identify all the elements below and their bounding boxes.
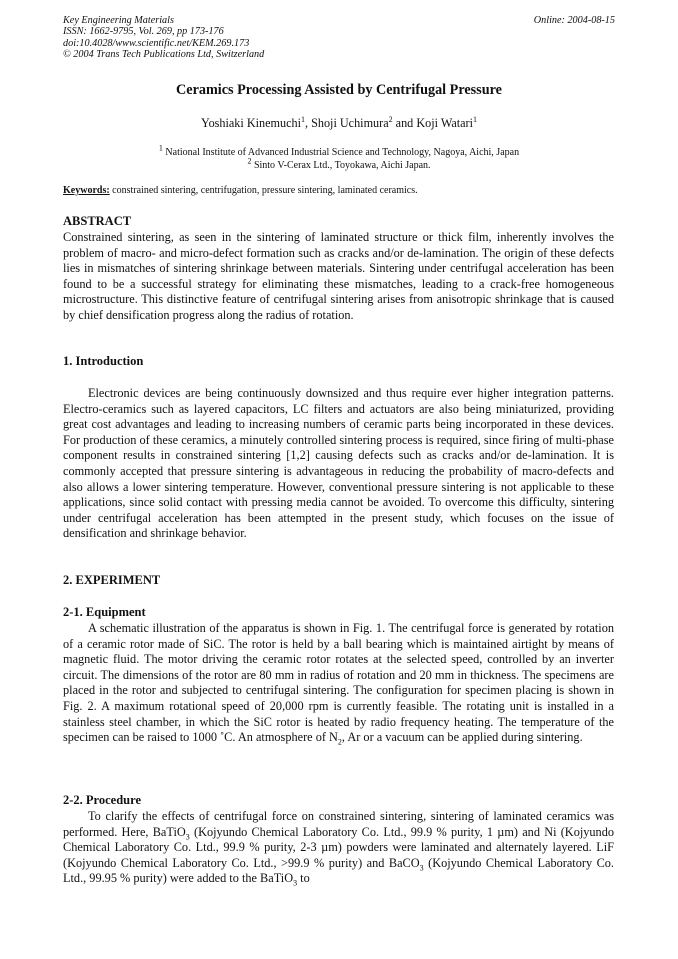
- author-separator: and: [392, 116, 417, 130]
- subscript: 3: [293, 878, 298, 888]
- keywords: [63, 185, 615, 196]
- subscript: 2: [337, 737, 342, 747]
- affiliation-2: [0, 156, 678, 173]
- subscript: 3: [185, 832, 190, 842]
- abstract-heading: ABSTRACT: [63, 214, 132, 228]
- affiliations: [0, 143, 678, 172]
- affil-mark: 1: [158, 143, 163, 153]
- equipment-text: [63, 621, 614, 746]
- affiliation-1: [0, 143, 678, 160]
- equipment-text-part: A schematic illustration of the apparatus is shown in Fig. 1. The centrifugal force is generated by rotation of a ceramic rotor made of SiC. The rotor is held by a ball bearing which is maintained airtight by means of magnetic fluid. The motor driving the ceramic rotor rotates at the selected speed, controlled by an inverter circuit. The dimensions of the rotor are 80 mm in radius of rotation and 20 mm in thickness. The specimens are placed in the rotor and subjected to centrifugal sintering. The configuration for specimen placing is shown in Fig. 2. A maximum rotational speed of 20,000 rpm is currently feasible. The rotating unit is installed in a stainless steel chamber, in which the SiC rotor is heated by radio frequency heating. The temperature of the specimen can be raised to 1000 ˚C. An atmosphere of N: [63, 621, 614, 745]
- journal-name: Key Engineering Materials: [63, 15, 174, 26]
- author-name: Koji Watari: [416, 116, 473, 130]
- author-list: [0, 116, 678, 131]
- procedure-text-part: (Kojyundo Chemical Laboratory Co. Ltd., 99.9 % purity, 1 µm) and Ni (Kojyundo Chemical Laboratory Co. Ltd., 99.9 % purity, 2-3 µm) powders were laminated and alternately layered. LiF (Kojyundo Chemical Laboratory Co. Ltd., >99.9 % purity) and BaCO: [63, 824, 614, 870]
- affil-mark: 2: [247, 156, 252, 166]
- procedure-text: [63, 809, 614, 887]
- abstract-text: Constrained sintering, as seen in the sintering of laminated structure or thick film, inherently involves the problem of macro- and micro-defect formation such as cracks and/or de-lamination. The origin of these defects lies in mismatches of sintering shrinkage between materials. Sintering under centrifugal acceleration has been found to be a successful strategy for eliminating these mismatches, leading to a crack-free homogeneous microstructure. This distinctive feature of centrifugal sintering arises from anisotropic shrinkage that is caused by chief densification progress along the radius of rotation.: [63, 230, 614, 322]
- intro-heading: 1. Introduction: [63, 354, 144, 368]
- subscript: 3: [419, 863, 424, 873]
- journal-header: [63, 15, 615, 60]
- author-affil-mark: 2: [388, 114, 393, 124]
- equipment-text-part: , Ar or a vacuum can be applied during sintering.: [341, 730, 583, 745]
- keywords-label: Keywords:: [63, 185, 110, 196]
- procedure-text-part: To clarify the effects of centrifugal force on constrained sintering, sintering of laminated ceramics was performed. Here, BaTiO: [63, 809, 614, 839]
- online-date: Online: 2004-08-15: [533, 15, 615, 26]
- author-affil-mark: 1: [473, 114, 477, 124]
- equipment-heading: 2-1. Equipment: [63, 605, 146, 619]
- affil-text: National Institute of Advanced Industrial Science and Technology, Nagoya, Aichi, Japan: [162, 147, 520, 158]
- intro-text: Electronic devices are being continuously downsized and thus require ever higher integration patterns. Electro-ceramics such as layered capacitors, LC filters and actuators are also being miniaturized, providing great cost advantages and leading to increasing numbers of ceramic parts being incorporated in these devices. For production of these ceramics, a minutely controlled sintering process is required, since firing of multi-phase component results in constrained sintering [1,2] causing defects such as cracks and/or de-lamination. It is commonly accepted that pressure sintering is advantageous in reducing the probability of macro-defects and also allows a lower sintering temperature. However, conventional pressure sintering is not applicable to these applications, since solid contact with pressing media cannot be avoided. To overcome this difficulty, sintering under centrifugal acceleration has been attempted in the present study, which focuses on the issue of densification and shrinkage behavior.: [63, 386, 614, 541]
- doi-line[interactable]: doi:10.4028/www.scientific.net/KEM.269.173: [63, 37, 250, 49]
- procedure-text-part: (Kojyundo Chemical Laboratory Co. Ltd., 99.95 % purity) were added to the BaTiO: [63, 855, 614, 886]
- procedure-text-part: to: [297, 871, 310, 886]
- author-separator: ,: [305, 116, 312, 130]
- author-name: Shoji Uchimura: [311, 116, 389, 130]
- experiment-heading: 2. EXPERIMENT: [63, 573, 161, 587]
- procedure-heading: 2-2. Procedure: [63, 793, 141, 807]
- author-name: Yoshiaki Kinemuchi: [201, 116, 301, 130]
- copyright-line: © 2004 Trans Tech Publications Ltd, Switzerland: [63, 48, 265, 60]
- paper-title: Ceramics Processing Assisted by Centrifugal Pressure: [176, 82, 502, 98]
- author-affil-mark: 1: [301, 114, 305, 124]
- keywords-text: constrained sintering, centrifugation, pressure sintering, laminated ceramics.: [109, 185, 418, 196]
- affil-text: Sinto V-Cerax Ltd., Toyokawa, Aichi Japan.: [251, 159, 431, 171]
- issn-line: ISSN: 1662-9795, Vol. 269, pp 173-176: [63, 26, 224, 38]
